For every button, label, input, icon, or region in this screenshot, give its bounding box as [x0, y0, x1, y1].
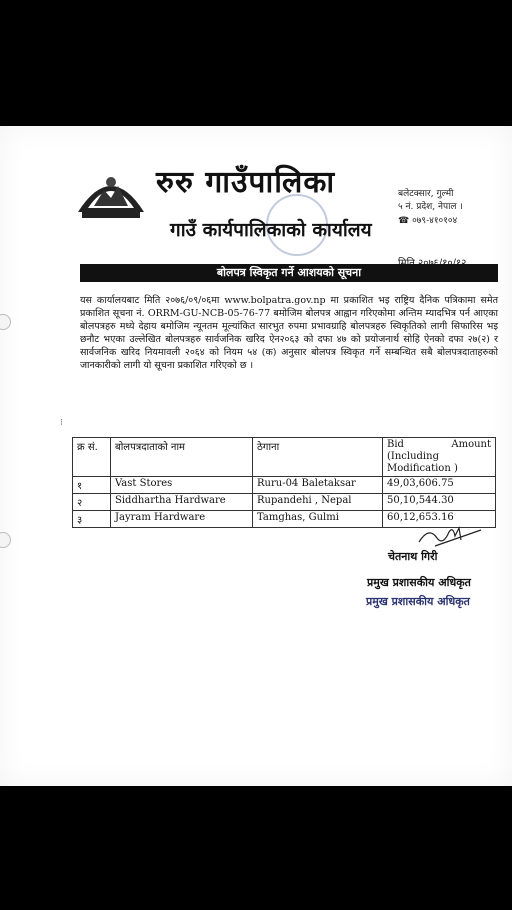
- office-name: गाउँ कार्यपालिकाको कार्यालय: [170, 219, 372, 241]
- notice-body: यस कार्यालयबाट मिति २०७६/०९/०६मा www.bolpatra.gov.np मा प्रकाशित भइ राष्ट्रिय दैनिक पत्रिकामा समेत प्रकाशित सूचना नं. ORRM-GU-NCB-05-76-77 बमोजिम बोलपत्र आह्वान गरिएकोमा अन्तिम म्यादभित्र पर्न आएका बोलपत्रहरु मध्ये देहाय बमोजिम न्यूनतम मूल्यांकित सारभुत रुपमा प्रभावग्राहि बोलपत्रहरु स्विकृतिको लागी सिफारिस भइ छनौट भएका उल्लेखित बोलपत्रहरु सार्वजनिक खरिद ऐन२०६३ को दफा ४७ को प्रयोजनार्थ सोहि ऐनको दफा २७(२) र सार्वजनिक खरिद नियमावली २०६४ को नियम ५४ (क) अनुसार बोलपत्र स्विकृत गर्ने सम्बन्धित सबै बोलपत्रदाताहरुको जानकारीको लागी यो सूचना प्रकाशित गरिएको छ ।: [80, 295, 498, 371]
- signatory-stamp: प्रमुख प्रशासकीय अधिकृत: [366, 595, 470, 608]
- table-row: १ Vast Stores Ruru-04 Baletaksar 49,03,606.75: [73, 477, 496, 494]
- table-row: ३ Jayram Hardware Tamghas, Gulmi 60,12,653.16: [73, 511, 496, 528]
- col-amount: Bid Amount (Including Modification ): [383, 438, 496, 477]
- address-line-1: बलेटक्सार, गुल्मी: [398, 189, 454, 199]
- bid-table: [72, 437, 496, 528]
- phone-number: ☎ ०७९-४१०१०४: [398, 216, 458, 226]
- signatory-title: प्रमुख प्रशासकीय अधिकृत: [367, 576, 471, 589]
- org-name: रुरु गाउँपालिका: [156, 165, 336, 200]
- signature: [415, 520, 485, 550]
- punch-hole: [0, 532, 11, 548]
- col-sn: क्र सं.: [73, 438, 111, 477]
- punch-hole: [0, 314, 11, 330]
- col-bidder: बोलपत्रदाताको नाम: [111, 438, 253, 477]
- table-row: २ Siddhartha Hardware Rupandehi , Nepal 50,10,544.30: [73, 494, 496, 511]
- signatory-name: चेतनाथ गिरी: [388, 550, 438, 563]
- table-header-row: [73, 438, 496, 477]
- address-line-2: ५ नं. प्रदेश, नेपाल ।: [398, 202, 463, 212]
- notice-title: बोलपत्र स्विकृत गर्ने आशयको सूचना: [80, 264, 498, 282]
- government-emblem: [74, 168, 148, 220]
- margin-mark: ⁝: [60, 418, 63, 428]
- col-address: ठेगाना: [253, 438, 383, 477]
